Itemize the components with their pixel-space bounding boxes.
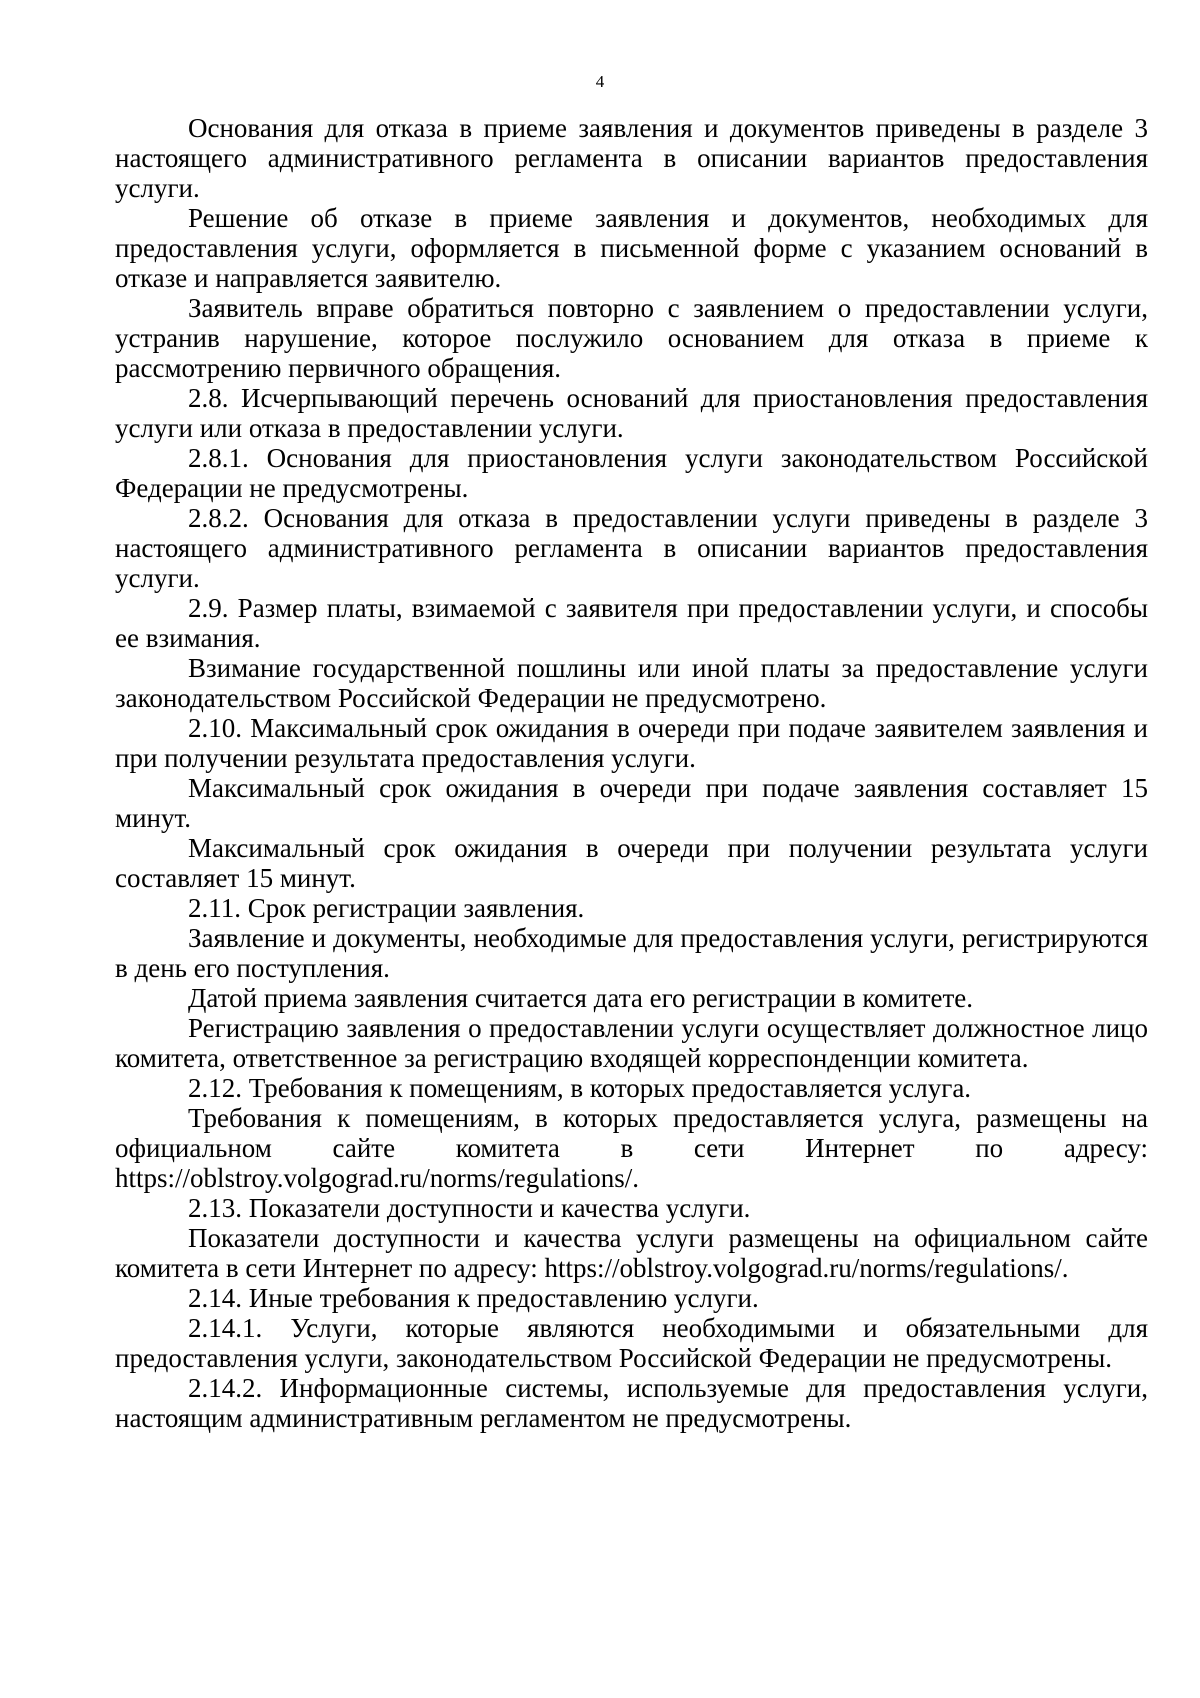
paragraph: Максимальный срок ожидания в очереди при получении результата услуги составляет 15 минут.	[115, 833, 1148, 893]
section-heading: 2.9. Размер платы, взимаемой с заявителя при предоставлении услуги, и способы ее взимания.	[115, 593, 1148, 653]
page-number: 4	[595, 72, 605, 91]
paragraph: Регистрацию заявления о предоставлении услуги осуществляет должностное лицо комитета, ответственное за регистрацию входящей корреспонденции комитета.	[115, 1013, 1148, 1073]
section-heading: 2.11. Срок регистрации заявления.	[188, 893, 585, 923]
paragraph: 2.8.2. Основания для отказа в предоставлении услуги приведены в разделе 3 настоящего административного регламента в описании вариантов предоставления услуги.	[115, 503, 1148, 593]
paragraph: Максимальный срок ожидания в очереди при подаче заявления составляет 15 минут.	[115, 773, 1148, 833]
paragraph: 2.14.1. Услуги, которые являются необходимыми и обязательными для предоставления услуги, законодательством Российской Федерации не предусмотрены.	[115, 1313, 1148, 1373]
section-heading: 2.14. Иные требования к предоставлению услуги.	[188, 1283, 759, 1313]
paragraph: Взимание государственной пошлины или иной платы за предоставление услуги законодательством Российской Федерации не предусмотрено.	[115, 653, 1148, 713]
paragraph: 2.14.2. Информационные системы, используемые для предоставления услуги, настоящим административным регламентом не предусмотрены.	[115, 1373, 1148, 1433]
paragraph: Датой приема заявления считается дата его регистрации в комитете.	[188, 983, 974, 1013]
paragraph: Требования к помещениям, в которых предоставляется услуга, размещены на официальном сайте комитета в сети Интернет по адресу: https://oblstroy.volgograd.ru/norms/regulations/.	[115, 1103, 1148, 1193]
paragraph: Основания для отказа в приеме заявления и документов приведены в разделе 3 настоящего административного регламента в описании вариантов предоставления услуги.	[115, 113, 1148, 203]
section-heading: 2.8. Исчерпывающий перечень оснований для приостановления предоставления услуги или отказа в предоставлении услуги.	[115, 383, 1148, 443]
section-heading: 2.10. Максимальный срок ожидания в очереди при подаче заявителем заявления и при получении результата предоставления услуги.	[115, 713, 1148, 773]
paragraph: Заявление и документы, необходимые для предоставления услуги, регистрируются в день его поступления.	[115, 923, 1148, 983]
section-heading: 2.12. Требования к помещениям, в которых предоставляется услуга.	[188, 1073, 972, 1103]
section-heading: 2.13. Показатели доступности и качества услуги.	[188, 1193, 751, 1223]
paragraph: 2.8.1. Основания для приостановления услуги законодательством Российской Федерации не предусмотрены.	[115, 443, 1148, 503]
document-body	[115, 113, 1148, 1433]
paragraph: Показатели доступности и качества услуги размещены на официальном сайте комитета в сети Интернет по адресу: https://oblstroy.volgograd.ru/norms/regulations/.	[115, 1223, 1148, 1283]
paragraph: Заявитель вправе обратиться повторно с заявлением о предоставлении услуги, устранив нарушение, которое послужило основанием для отказа в приеме к рассмотрению первичного обращения.	[115, 293, 1148, 383]
paragraph: Решение об отказе в приеме заявления и документов, необходимых для предоставления услуги, оформляется в письменной форме с указанием оснований в отказе и направляется заявителю.	[115, 203, 1148, 293]
